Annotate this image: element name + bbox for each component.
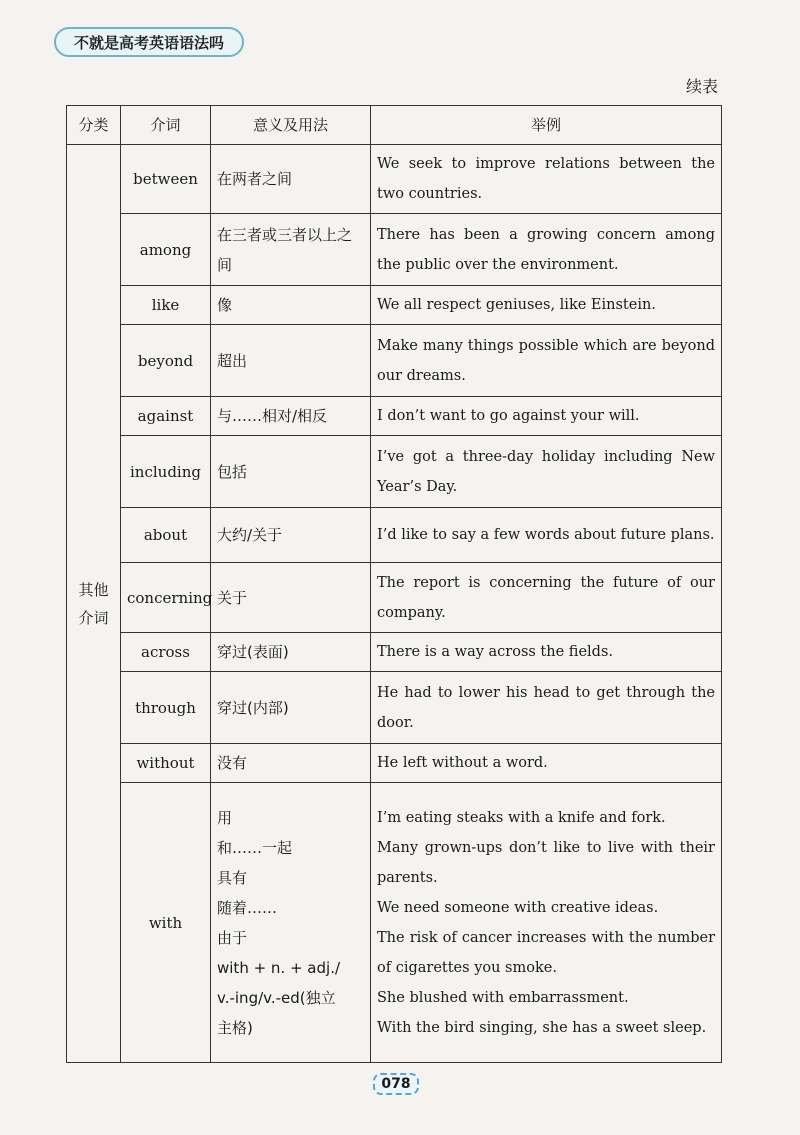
table-row (67, 672, 722, 744)
example-cell: There is a way across the fields. (371, 633, 722, 672)
preposition-cell: like (121, 286, 211, 325)
example-line: I’m eating steaks with a knife and fork. (377, 809, 666, 826)
meaning-cell: 与……相对/相反 (211, 397, 371, 436)
header-example: 举例 (371, 106, 722, 145)
meaning-cell: 大约/关于 (211, 508, 371, 563)
table-row (67, 783, 722, 1063)
meaning-line: 具有 (217, 868, 248, 887)
example-cell: Make many things possible which are beyond our dreams. (371, 325, 722, 397)
header-category: 分类 (67, 106, 121, 145)
header-preposition: 介词 (121, 106, 211, 145)
page-number: 078 (373, 1073, 419, 1095)
meaning-cell: 像 (211, 286, 371, 325)
meaning-line: 随着…… (217, 898, 278, 917)
table-row (67, 436, 722, 508)
preposition-cell: about (121, 508, 211, 563)
table-row (67, 563, 722, 633)
meaning-cell: 在两者之间 (211, 145, 371, 214)
meaning-cell: 没有 (211, 744, 371, 783)
preposition-cell: beyond (121, 325, 211, 397)
example-line: Many grown-ups don’t like to live with their parents. (377, 839, 715, 886)
example-cell: He had to lower his head to get through the door. (371, 672, 722, 744)
example-cell: I don’t want to go against your will. (371, 397, 722, 436)
meaning-cell: 在三者或三者以上之间 (211, 214, 371, 286)
example-cell: There has been a growing concern among the public over the environment. (371, 214, 722, 286)
example-line: With the bird singing, she has a sweet sleep. (377, 1019, 707, 1036)
preposition-cell: through (121, 672, 211, 744)
example-cell (371, 783, 722, 1063)
preposition-cell: against (121, 397, 211, 436)
preposition-cell: including (121, 436, 211, 508)
preposition-table (66, 105, 722, 1063)
book-title-badge: 不就是高考英语语法吗 (54, 27, 244, 57)
meaning-cell: 超出 (211, 325, 371, 397)
meaning-line: 主格) (217, 1018, 253, 1037)
meaning-line: 用 (217, 808, 233, 827)
example-cell: We seek to improve relations between the two countries. (371, 145, 722, 214)
meaning-cell: 穿过(内部) (211, 672, 371, 744)
preposition-cell: among (121, 214, 211, 286)
preposition-cell: without (121, 744, 211, 783)
example-cell: He left without a word. (371, 744, 722, 783)
meaning-cell: 穿过(表面) (211, 633, 371, 672)
table-row (67, 214, 722, 286)
category-label: 其他介词 (78, 580, 109, 627)
preposition-cell: between (121, 145, 211, 214)
table-row (67, 508, 722, 563)
example-cell: I’ve got a three-day holiday including New Year’s Day. (371, 436, 722, 508)
table-row (67, 397, 722, 436)
table-row (67, 325, 722, 397)
meaning-line: with + n. + adj./ (217, 958, 341, 977)
meaning-cell: 包括 (211, 436, 371, 508)
preposition-cell: across (121, 633, 211, 672)
meaning-line: 和……一起 (217, 838, 293, 857)
table-header-row (67, 106, 722, 145)
example-cell: I’d like to say a few words about future plans. (371, 508, 722, 563)
table-row (67, 633, 722, 672)
example-line: We need someone with creative ideas. (377, 899, 659, 916)
example-cell: The report is concerning the future of our company. (371, 563, 722, 633)
preposition-cell: concerning (121, 563, 211, 633)
meaning-line: 由于 (217, 928, 248, 947)
preposition-cell: with (121, 783, 211, 1063)
example-line: She blushed with embarrassment. (377, 989, 629, 1006)
header-meaning: 意义及用法 (211, 106, 371, 145)
table-row (67, 744, 722, 783)
category-cell (67, 145, 121, 1063)
continued-label: 续表 (685, 77, 718, 96)
table-row (67, 145, 722, 214)
meaning-cell (211, 783, 371, 1063)
example-cell: We all respect geniuses, like Einstein. (371, 286, 722, 325)
example-line: The risk of cancer increases with the number of cigarettes you smoke. (377, 929, 715, 976)
meaning-cell: 关于 (211, 563, 371, 633)
table-row (67, 286, 722, 325)
meaning-line: v.-ing/v.-ed(独立 (217, 988, 336, 1007)
